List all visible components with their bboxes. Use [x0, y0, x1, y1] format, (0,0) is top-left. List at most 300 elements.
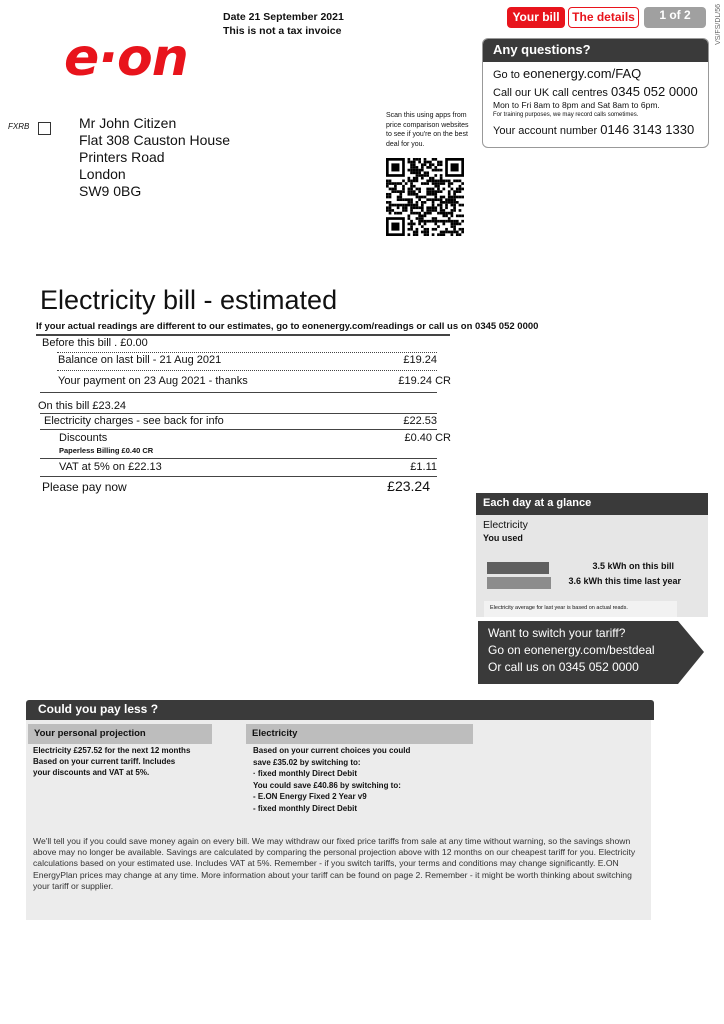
qr-module — [408, 177, 411, 180]
call-prefix: Call our UK call centres — [493, 87, 608, 99]
qr-module — [394, 188, 397, 191]
account-prefix: Your account number — [493, 125, 598, 137]
address-line: Printers Road — [79, 149, 165, 165]
qr-module — [448, 196, 451, 199]
qr-module — [437, 233, 440, 236]
qr-module — [461, 182, 464, 185]
qr-module — [426, 190, 429, 193]
qr-module — [389, 204, 392, 207]
qr-module — [432, 198, 435, 201]
qr-module — [429, 220, 432, 223]
charges-value: £22.53 — [403, 415, 437, 427]
qr-module — [432, 204, 435, 207]
qr-module — [451, 198, 454, 201]
qr-module — [386, 201, 389, 204]
qr-module — [448, 185, 451, 188]
qr-module — [410, 209, 413, 212]
qr-module — [451, 204, 454, 207]
qr-module — [421, 209, 424, 212]
qr-module — [402, 190, 405, 193]
qr-module — [416, 158, 419, 161]
qr-module — [416, 177, 419, 180]
qr-module — [389, 193, 392, 196]
qr-module — [456, 214, 459, 217]
qr-module — [434, 185, 437, 188]
qr-module — [456, 180, 459, 183]
qr-module — [426, 231, 429, 234]
qr-module — [410, 198, 413, 201]
qr-module — [437, 180, 440, 183]
qr-module — [413, 212, 416, 215]
address-line: Flat 308 Causton House — [79, 132, 230, 148]
qr-module — [442, 188, 445, 191]
qr-module — [394, 212, 397, 215]
qr-module — [456, 233, 459, 236]
qr-module — [418, 161, 421, 164]
legal-text: We'll tell you if you could save money again on every bill. We may withdraw our fixed price tariffs from sale at any time without warning, so the savings shown above may no longer be available. Savings are calculated by comparing the personal projection above with 12 months on our cheapest tariff for you. Electricity calculations based on your estimated use. Includes VAT at 5%. Remember - if you switch tariffs, your terms and conditions may change significantly. E.ON EnergyPlan prices may change at any time. More information about your tariff can be found on page 2. Remember - it might be worth thinking about switching your tariff or supplier. — [33, 836, 636, 891]
qr-module — [437, 185, 440, 188]
qr-module — [416, 166, 419, 169]
qr-module — [459, 196, 462, 199]
qr-module — [456, 220, 459, 223]
qr-module — [402, 209, 405, 212]
qr-module — [429, 198, 432, 201]
qr-module — [418, 214, 421, 217]
glance-title: Each day at a glance — [476, 493, 708, 515]
qr-module — [416, 233, 419, 236]
qr-module — [451, 209, 454, 212]
qr-module — [453, 220, 456, 223]
qr-module — [453, 198, 456, 201]
qr-module — [405, 206, 408, 209]
qr-module — [432, 190, 435, 193]
qr-module — [426, 228, 429, 231]
this-bill-kwh: 3.5 kWh on this bill — [592, 561, 674, 571]
address-line: London — [79, 166, 126, 182]
qr-module — [386, 182, 389, 185]
qr-module — [440, 233, 443, 236]
qr-module — [424, 196, 427, 199]
qr-module — [440, 174, 443, 177]
qr-module — [416, 206, 419, 209]
qr-module — [459, 190, 462, 193]
qr-module — [408, 190, 411, 193]
qr-module — [432, 209, 435, 212]
qr-module — [442, 231, 445, 234]
qr-module — [410, 185, 413, 188]
qr-module — [410, 163, 413, 166]
qr-module — [434, 166, 437, 169]
qr-module — [418, 158, 421, 161]
qr-module — [424, 233, 427, 236]
switch-tariff-banner[interactable] — [478, 621, 704, 684]
qr-module — [386, 193, 389, 196]
qr-module — [437, 225, 440, 228]
savings-line: - E.ON Energy Fixed 2 Year v9 — [253, 792, 367, 801]
qr-module — [421, 206, 424, 209]
qr-module — [410, 171, 413, 174]
qr-module — [459, 185, 462, 188]
qr-module — [434, 228, 437, 231]
address-line: SW9 0BG — [79, 183, 142, 199]
qr-module — [413, 163, 416, 166]
qr-module — [418, 196, 421, 199]
qr-module — [432, 180, 435, 183]
qr-module — [424, 174, 427, 177]
vat-value: £1.11 — [410, 461, 437, 473]
qr-module — [397, 206, 400, 209]
qr-module — [421, 214, 424, 217]
qr-module — [421, 166, 424, 169]
qr-module — [408, 228, 411, 231]
qr-module — [453, 223, 456, 226]
qr-module — [389, 180, 392, 183]
qr-module — [434, 182, 437, 185]
qr-module — [424, 212, 427, 215]
qr-module — [408, 223, 411, 226]
qr-module — [434, 217, 437, 220]
qr-module — [440, 198, 443, 201]
qr-module — [442, 214, 445, 217]
please-pay-label: Please pay now — [42, 480, 127, 494]
qr-module — [432, 201, 435, 204]
qr-module — [453, 209, 456, 212]
qr-module — [453, 228, 456, 231]
qr-module — [434, 174, 437, 177]
you-used: You used — [483, 533, 523, 543]
qr-module — [389, 209, 392, 212]
questions-title: Any questions? — [483, 39, 708, 62]
qr-module — [429, 206, 432, 209]
qr-module — [424, 163, 427, 166]
qr-module — [459, 209, 462, 212]
qr-module — [408, 204, 411, 207]
qr-module — [426, 166, 429, 169]
qr-module — [440, 190, 443, 193]
qr-module — [391, 182, 394, 185]
qr-module — [461, 220, 464, 223]
qr-module — [410, 212, 413, 215]
qr-module — [456, 231, 459, 234]
savings-line: You could save £40.86 by switching to: — [253, 780, 401, 790]
qr-module — [426, 212, 429, 215]
qr-module — [445, 206, 448, 209]
qr-module — [432, 169, 435, 172]
qr-module — [453, 196, 456, 199]
qr-module — [434, 223, 437, 226]
divider — [40, 413, 437, 414]
qr-module — [418, 206, 421, 209]
last-year-kwh: 3.6 kWh this time last year — [568, 576, 681, 586]
projection-line: Electricity £257.52 for the next 12 months — [33, 746, 191, 755]
qr-module — [440, 212, 443, 215]
qr-module — [445, 212, 448, 215]
qr-module — [453, 201, 456, 204]
qr-module — [418, 169, 421, 172]
qr-module — [456, 190, 459, 193]
qr-module — [459, 223, 462, 226]
qr-module — [399, 190, 402, 193]
qr-module — [418, 220, 421, 223]
qr-module — [408, 193, 411, 196]
qr-module — [418, 171, 421, 174]
qr-module — [432, 193, 435, 196]
qr-module — [402, 204, 405, 207]
qr-module — [421, 196, 424, 199]
qr-module — [451, 182, 454, 185]
qr-module — [402, 180, 405, 183]
qr-module — [426, 220, 429, 223]
tab-your-bill[interactable]: Your bill — [507, 7, 565, 28]
qr-module — [421, 217, 424, 220]
account-number: 0146 3143 1330 — [600, 122, 695, 137]
qr-module — [432, 233, 435, 236]
qr-module — [451, 188, 454, 191]
qr-module — [416, 169, 419, 172]
qr-module — [416, 193, 419, 196]
qr-module — [421, 177, 424, 180]
qr-module — [437, 190, 440, 193]
qr-module — [440, 177, 443, 180]
qr-module — [442, 201, 445, 204]
divider — [57, 352, 437, 353]
switch-line1: Want to switch your tariff? — [488, 626, 626, 640]
qr-module — [416, 212, 419, 215]
qr-module — [408, 161, 411, 164]
qr-module — [389, 182, 392, 185]
please-pay-value: £23.24 — [387, 478, 430, 494]
qr-module — [426, 174, 429, 177]
qr-module — [432, 163, 435, 166]
fxrb-code: FXRB — [8, 122, 30, 131]
qr-module — [426, 188, 429, 191]
qr-module — [442, 209, 445, 212]
projection-line: Based on your current tariff. Includes — [33, 757, 176, 766]
address-line: Mr John Citizen — [79, 115, 177, 131]
qr-module — [451, 220, 454, 223]
qr-module — [432, 177, 435, 180]
before-this-bill: Before this bill . £0.00 — [42, 337, 148, 349]
qr-module — [410, 223, 413, 226]
electricity-savings — [253, 745, 410, 814]
divider — [40, 458, 437, 459]
qr-module — [429, 180, 432, 183]
qr-module — [413, 166, 416, 169]
qr-module — [440, 209, 443, 212]
qr-module — [394, 204, 397, 207]
qr-module — [434, 196, 437, 199]
qr-module — [426, 193, 429, 196]
qr-module — [413, 204, 416, 207]
training-note: For training purposes, we may record calls sometimes. — [493, 112, 639, 118]
qr-module — [386, 196, 389, 199]
qr-module — [429, 188, 432, 191]
qr-module — [399, 193, 402, 196]
qr-module — [410, 161, 413, 164]
qr-module — [389, 212, 392, 215]
qr-module — [459, 188, 462, 191]
qr-module — [413, 171, 416, 174]
qr-module — [424, 220, 427, 223]
not-tax-invoice: This is not a tax invoice — [223, 25, 342, 37]
qr-module — [416, 188, 419, 191]
this-bill-bar — [487, 562, 549, 574]
qr-module — [448, 182, 451, 185]
qr-module — [448, 231, 451, 234]
qr-module — [424, 161, 427, 164]
qr-module — [448, 212, 451, 215]
qr-module — [440, 196, 443, 199]
qr-module — [410, 180, 413, 183]
qr-module — [389, 188, 392, 191]
qr-module — [448, 201, 451, 204]
qr-module — [402, 185, 405, 188]
qr-module — [410, 193, 413, 196]
qr-module — [408, 198, 411, 201]
qr-module — [391, 190, 394, 193]
qr-module — [410, 190, 413, 193]
qr-module — [413, 158, 416, 161]
qr-module — [440, 169, 443, 172]
qr-module — [389, 196, 392, 199]
qr-module — [434, 220, 437, 223]
qr-module — [448, 193, 451, 196]
qr-module — [429, 190, 432, 193]
could-pay-less-title: Could you pay less ? — [26, 700, 654, 720]
qr-module — [434, 158, 437, 161]
qr-module — [413, 206, 416, 209]
qr-module — [426, 180, 429, 183]
qr-module — [434, 180, 437, 183]
qr-module — [456, 223, 459, 226]
qr-module — [418, 217, 421, 220]
tab-the-details[interactable]: The details — [568, 7, 639, 28]
glance-note: Electricity average for last year is based on actual reads. — [484, 601, 677, 617]
faq-link[interactable]: eonenergy.com/FAQ — [522, 66, 642, 81]
qr-module — [442, 196, 445, 199]
qr-module — [386, 185, 389, 188]
qr-module — [391, 188, 394, 191]
payment-value: £19.24 CR — [398, 375, 451, 387]
qr-module — [394, 190, 397, 193]
qr-module — [448, 190, 451, 193]
qr-module — [440, 163, 443, 166]
qr-module — [426, 206, 429, 209]
qr-module — [453, 206, 456, 209]
discounts-label: Discounts — [59, 432, 108, 444]
qr-module — [421, 182, 424, 185]
qr-module — [416, 231, 419, 234]
qr-module — [429, 161, 432, 164]
qr-module — [429, 177, 432, 180]
qr-module — [437, 220, 440, 223]
qr-module — [416, 196, 419, 199]
qr-module — [442, 182, 445, 185]
qr-module — [418, 212, 421, 215]
qr-module — [453, 225, 456, 228]
qr-code[interactable] — [386, 158, 464, 236]
qr-module — [453, 231, 456, 234]
qr-module — [405, 198, 408, 201]
charges-label: Electricity charges - see back for info — [44, 415, 224, 427]
qr-module — [461, 214, 464, 217]
each-day-glance — [476, 493, 708, 617]
qr-module — [418, 223, 421, 226]
savings-line: save £35.02 by switching to: — [253, 757, 361, 767]
qr-module — [416, 204, 419, 207]
qr-module — [408, 214, 411, 217]
questions-box — [482, 38, 709, 148]
phone-number: 0345 052 0000 — [611, 84, 698, 99]
qr-module — [437, 169, 440, 172]
savings-line: - fixed monthly Direct Debit — [253, 803, 358, 813]
bestdeal-link[interactable]: Go on eonenergy.com/bestdeal — [488, 643, 655, 657]
qr-module — [408, 233, 411, 236]
qr-module — [408, 180, 411, 183]
qr-module — [410, 169, 413, 172]
qr-module — [410, 188, 413, 191]
eon-logo: e·on — [64, 28, 188, 88]
savings-line: Based on your current choices you could — [253, 746, 411, 755]
qr-module — [440, 206, 443, 209]
qr-module — [451, 225, 454, 228]
qr-module — [442, 212, 445, 215]
projection-line: your discounts and VAT at 5%. — [33, 768, 150, 777]
qr-module — [445, 204, 448, 207]
qr-module — [410, 204, 413, 207]
qr-module — [397, 204, 400, 207]
qr-module — [448, 220, 451, 223]
qr-module — [399, 212, 402, 215]
qr-module — [408, 188, 411, 191]
qr-module — [445, 228, 448, 231]
qr-module — [437, 163, 440, 166]
address-checkbox — [38, 122, 51, 135]
qr-module — [399, 182, 402, 185]
qr-module — [456, 201, 459, 204]
vat-label: VAT at 5% on £22.13 — [59, 461, 162, 473]
qr-module — [421, 225, 424, 228]
qr-module — [440, 180, 443, 183]
qr-module — [418, 174, 421, 177]
qr-module — [429, 193, 432, 196]
qr-module — [426, 209, 429, 212]
qr-module — [459, 233, 462, 236]
qr-module — [413, 185, 416, 188]
qr-module — [408, 158, 411, 161]
qr-module — [432, 217, 435, 220]
qr-module — [442, 223, 445, 226]
qr-module — [426, 233, 429, 236]
qr-module — [440, 201, 443, 204]
qr-module — [424, 171, 427, 174]
qr-module — [461, 188, 464, 191]
qr-module — [434, 193, 437, 196]
qr-module — [397, 212, 400, 215]
qr-module — [413, 193, 416, 196]
qr-module — [424, 228, 427, 231]
qr-module — [410, 225, 413, 228]
qr-module — [426, 182, 429, 185]
qr-module — [434, 209, 437, 212]
qr-module — [408, 217, 411, 220]
scan-instructions: Scan this using apps from price comparison websites to see if you're on the best deal for you. — [386, 112, 469, 148]
side-code: VS/FS/DL/56 — [715, 4, 722, 45]
balance-label: Balance on last bill - 21 Aug 2021 — [58, 354, 222, 366]
qr-module — [459, 228, 462, 231]
projection-title: Your personal projection — [28, 724, 212, 744]
qr-module — [421, 201, 424, 204]
